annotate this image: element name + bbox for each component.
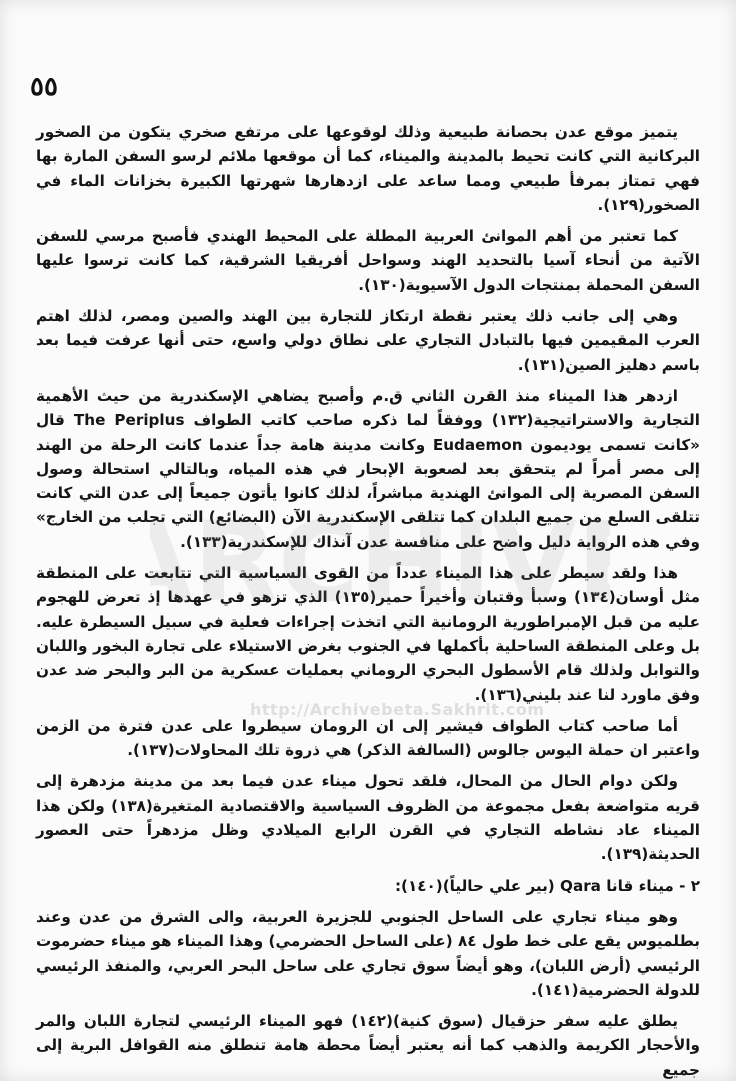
paragraph-qana-port: وهو ميناء تجاري على الساحل الجنوبي للجزيرة العربية، والى الشرق من عدن وعند بطلميوس يقع على خط طول ٨٤ (على الساحل الحضرمي) وهذا الميناء هو ميناء حضرموت الرئيسي (أرض اللبان)، وهو أيضاً سوق تجاري على ساحل البحر العربي، والمنفذ الرئيسي للدولة الحضرمية(١٤١). <box>36 907 701 999</box>
watermark-url: http://Archivebeta.Sakhrit.com <box>250 700 545 719</box>
paragraph-aden-decline: ولكن دوام الحال من المحال، فلقد تحول ميناء عدن فيما بعد من مدينة مزدهرة إلى قريه متواضعة بفعل مجموعة من الظروف السياسية والاقتصادية المتغيرة(١٣٨) ولكن هذا الميناء عاد نشاطه التجاري في القرن الرابع الميلادي وظل مزدهراً حتى العصور الحديثة(١٣٩). <box>36 772 700 864</box>
watermark-text: ARCHIV <box>150 498 577 626</box>
page-number: ٥٥ <box>30 72 58 102</box>
paragraph-aden-powers: هذا ولقد سيطر على هذا الميناء عدداً من القوى السياسية التي تتابعت على المنطقة مثل أوسان(١٣٤) وسبأ وقتبان وأخيراً حمير(١٣٥) الذي تزهو في عهدها إذ تعرض للهجوم عليه من قبل الإمبراطورية الرومانية التي اتخذت إجراءات فعلية في سبيل السيطرة عليه. بل وعلى المنطقة الساحلية بأكملها في الجنوب بغرض الاستيلاء على تجارة البخور واللبان والتوابل ولذلك قام الأسطول البحري الروماني بعمليات عسكرية من البر والبحر ضد عدن وفق ماورد لنا عند بليني(١٣٦). <box>36 564 701 704</box>
body-text <box>36 120 700 1081</box>
paragraph-aden-periplus: ازدهر هذا الميناء منذ القرن الثاني ق.م وأصبح يضاهي الإسكندرية من حيث الأهمية التجارية والاستراتيجية(١٣٢) ووفقاً لما ذكره صاحب كاتب الطواف The Periplus قال «كانت تسمى يوديمون Eudaemon وكانت مدينة هامة جداً عندما كانت الرحلة من الهند إلى مصر أمراً لم يتحقق بعد لصعوبة الإبحار في هذه المياه، وبالتالي استحالة وصول السفن المصرية إلى الموانئ الهندية مباشراً، لذلك كانوا يأتون جميعاً إلى عدن التي كانت تتلقى السلع من جميع البلدان كما تتلقى الإسكندرية الآن (البضائع) التي تجلب من الخارج» وفي هذه الرواية دليل واضح على منافسة عدن آنذاك للإسكندرية(١٣٣). <box>36 386 700 551</box>
paragraph-aden-trade-hub: وهي إلى جانب ذلك يعتبر نقطة ارتكاز للتجارة بين الهند والصين ومصر، لذلك اهتم العرب المقيمين فيها بالتبادل التجاري على نطاق دولي واسع، حتى أنها عرفت فيما بعد باسم دهليز الصين(١٣١). <box>36 307 700 374</box>
section-heading-qana: ٢ - ميناء قانا Qara (بير علي حالياً)(١٤٠): <box>394 876 700 895</box>
paragraph-aden-romans: أما صاحب كتاب الطواف فيشير إلى ان الرومان سيطروا على عدن فترة من الزمن واعتبر ان حملة اليوس جالوس (السالفة الذكر) هي ذروة تلك المحاولات(١٣٧). <box>36 716 700 760</box>
paragraph-aden-fortification: يتميز موقع عدن بحصانة طبيعية وذلك لوقوعها على مرتفع صخري يتكون من الصخور البركانية التي كانت تحيط بالمدينة والميناء، كما أن موقعها ملائم لرسو السفن المارة بها فهي تمتاز بمرفأ طبيعي ومما ساعد على ازدهارها شهرتها الكبيرة بخزانات الماء في الصخور(١٢٩). <box>36 123 700 214</box>
paragraph-aden-ports: كما تعتبر من أهم الموانئ العربية المطلة على المحيط الهندي فأصبح مرسي للسفن الآتية من أنحاء آسيا بالتحديد الهند وسواحل أفريقيا الشرقية، كما كانت ترسوا عليها السفن المحملة بمنتجات الدول الآسيوية(١٣٠). <box>36 227 700 294</box>
paragraph-qana-trade: يطلق عليه سفر حزقيال (سوق كنية)(١٤٢) فهو الميناء الرئيسي لتجارة اللبان والمر والأحجار الكريمة والذهب كما أنه يعتبر أيضاً محطة هامة تنطلق منه القوافل البرية إلى جميع <box>36 1012 700 1079</box>
